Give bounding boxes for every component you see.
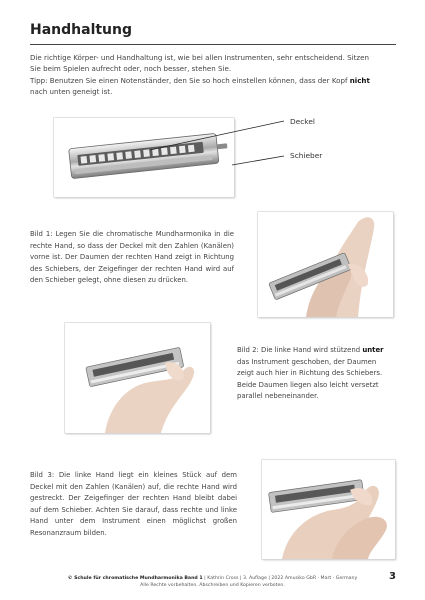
title-underline [30,44,396,45]
callout-schieber: Schieber [290,151,323,160]
hands-holding-harmonica-illustration [258,212,393,317]
intro-paragraph [30,52,398,98]
page-title: Handhaltung [30,22,133,38]
intro-line-1: Die richtige Körper- und Handhaltung ist, wie bei allen Instrumenten, sehr entscheidend. Sitzen [30,53,369,62]
intro-line-2: Sie beim Spielen aufrecht oder, noch besser, stehen Sie. [30,64,232,74]
intro-tip-end: nach unten geneigt ist. [30,87,113,97]
footer-book-title: © Schule für chromatische Mundharmonika Band 1 [67,576,203,581]
caption-bild-2 [237,345,389,403]
footer-publication-info: | Kathrin Cross | 3. Auflage | 2022 Amusiko GbR · Mart · Germany [202,576,358,581]
hand-with-harmonica-illustration [65,323,210,433]
intro-tip [30,75,398,86]
callout-deckel: Deckel [290,117,315,126]
intro-tip-emphasis: nicht [349,75,370,85]
hands-photo-1 [65,323,210,433]
caption-bild-2-emphasis: unter [362,346,384,354]
hands-photo-2 [258,212,393,317]
caption-bild-2-text-end: das Instrument geschoben, der Daumen zeigt auch hier in Richtung des Schiebers. Beide Daumen liegen also leicht versetzt parallel nebeneinander. [237,357,383,400]
footer-rights: Alle Rechte vorbehalten. Abschreiben und Kopieren verboten. [140,583,285,588]
intro-tip-text: Tipp: Benutzen Sie einen Notenständer, den Sie so hoch einstellen können, dass der Kopf [30,75,350,85]
caption-bild-1: Bild 1: Legen Sie die chromatische Mundharmonika in die rechte Hand, so dass der Deckel mit den Zahlen (Kanälen) vorne ist. Der Daumen der rechten Hand zeigt in Richtung des Schiebers, der Zeigefinger der rechten Hand wird auf den Schieber gelegt, ohne diesen zu drücken. [30,230,234,284]
caption-bild-3: Bild 3: Die linke Hand liegt ein kleines Stück auf dem Deckel mit den Zahlen (Kanälen) auf, die rechte Hand wird gestreckt. Der Zeigefinger der rechten Hand bleibt dabei auf dem Schieber. Achten Sie darauf, dass rechte und linke Hand unter dem Instrument einen möglichst großen Resonanzraum bilden. [30,471,237,537]
harmonica-photo [54,118,234,197]
page-number: 3 [389,571,396,582]
hands-photo-3 [262,460,395,559]
both-hands-harmonica-illustration [262,460,395,559]
page-footer [60,575,365,589]
harmonica-illustration [54,118,234,197]
footer-copyright [60,575,365,582]
caption-bild-2-text: Bild 2: Die linke Hand wird stützend [237,346,363,354]
